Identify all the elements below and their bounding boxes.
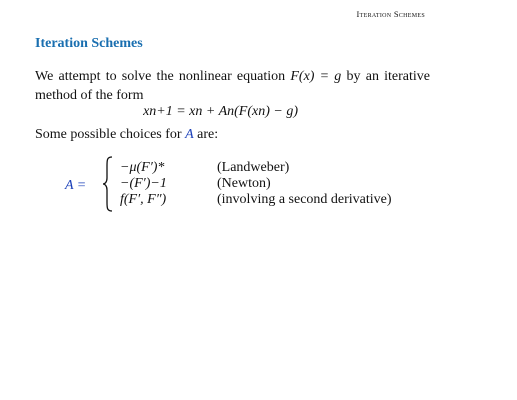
cases-lhs: A = [65,178,87,193]
choices-symbol: A [185,127,194,142]
iteration-formula-text: xn+1 = xn + An(F(xn) − g) [143,104,298,119]
case-note-second-derivative: (involving a second derivative) [217,192,392,207]
intro-paragraph [35,67,430,105]
slide-title: Iteration Schemes [35,36,143,51]
intro-equation: F(x) = g [290,69,342,84]
intro-text-part2: by an iterative method of the form [35,69,431,103]
choices-sentence [35,127,218,143]
case-expr-landweber: −μ(F′)* [120,160,165,175]
running-header: Iteration Schemes [356,9,425,19]
case-note-newton: (Newton) [217,176,271,191]
left-brace-icon [102,156,114,212]
case-expr-second-derivative: f(F′, F″) [120,192,167,207]
case-expr-newton: −(F′)−1 [120,176,167,191]
case-note-landweber: (Landweber) [217,160,290,175]
choices-lead: Some possible choices for [35,127,182,142]
iteration-formula [0,104,440,120]
intro-text-part1: We attempt to solve the nonlinear equation [35,69,286,84]
choices-trail: are: [197,127,219,142]
